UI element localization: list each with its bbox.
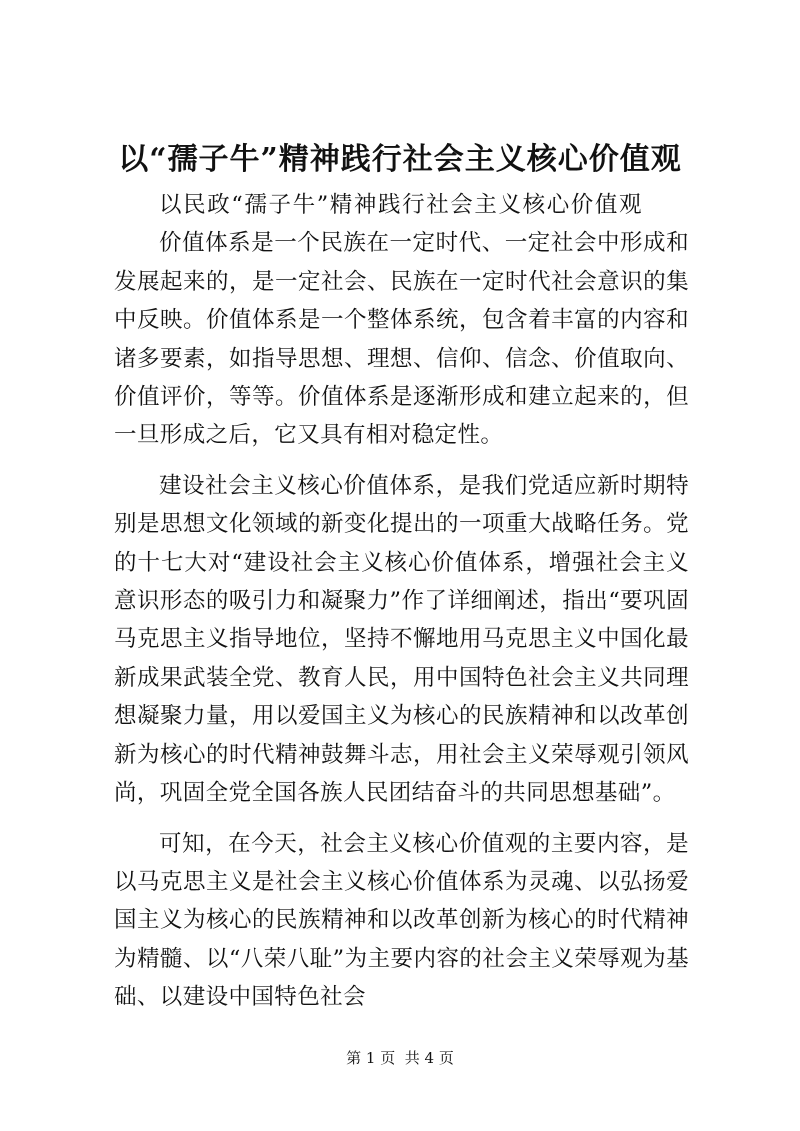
paragraph-core-value-system: 建设社会主义核心价值体系，是我们党适应新时期特别是思想文化领域的新变化提出的一项重大战略任务。党的十七大对“建设社会主义核心价值体系，增强社会主义意识形态的吸引力和凝聚力”作了详细阐述，指出“要巩固马克思主义指导地位，坚持不懈地用马克思主义中国化最新成果武装全党、教育人民，用中国特色社会主义共同理想凝聚力量，用以爱国主义为核心的民族精神和以改革创新为核心的时代精神鼓舞斗志，用社会主义荣辱观引领风尚，巩固全党全国各族人民团结奋斗的共同思想基础”。	[114, 472, 689, 807]
page-number-footer: 第 1 页 共 4 页	[346, 1049, 454, 1067]
document-body	[114, 186, 689, 1017]
paragraph-value-system: 价值体系是一个民族在一定时代、一定社会中形成和发展起来的，是一定社会、民族在一定时代社会意识的集中反映。价值体系是一个整体系统，包含着丰富的内容和诸多要素，如指导思想、理想、信仰、信念、价值取向、价值评价，等等。价值体系是逐渐形成和建立起来的，但一旦形成之后，它又具有相对稳定性。	[114, 230, 689, 449]
document-title: 以“孺子牛”精神践行社会主义核心价值观	[118, 142, 682, 177]
paragraph-main-content: 可知，在今天，社会主义核心价值观的主要内容，是以马克思主义是社会主义核心价值体系为灵魂、以弘扬爱国主义为核心的民族精神和以改革创新为核心的时代精神为精髓、以“八荣八耻”为主要内容的社会主义荣辱观为基础、以建设中国特色社会	[114, 830, 689, 1011]
document-subtitle: 以民政“孺子牛”精神践行社会主义核心价值观	[159, 192, 644, 218]
